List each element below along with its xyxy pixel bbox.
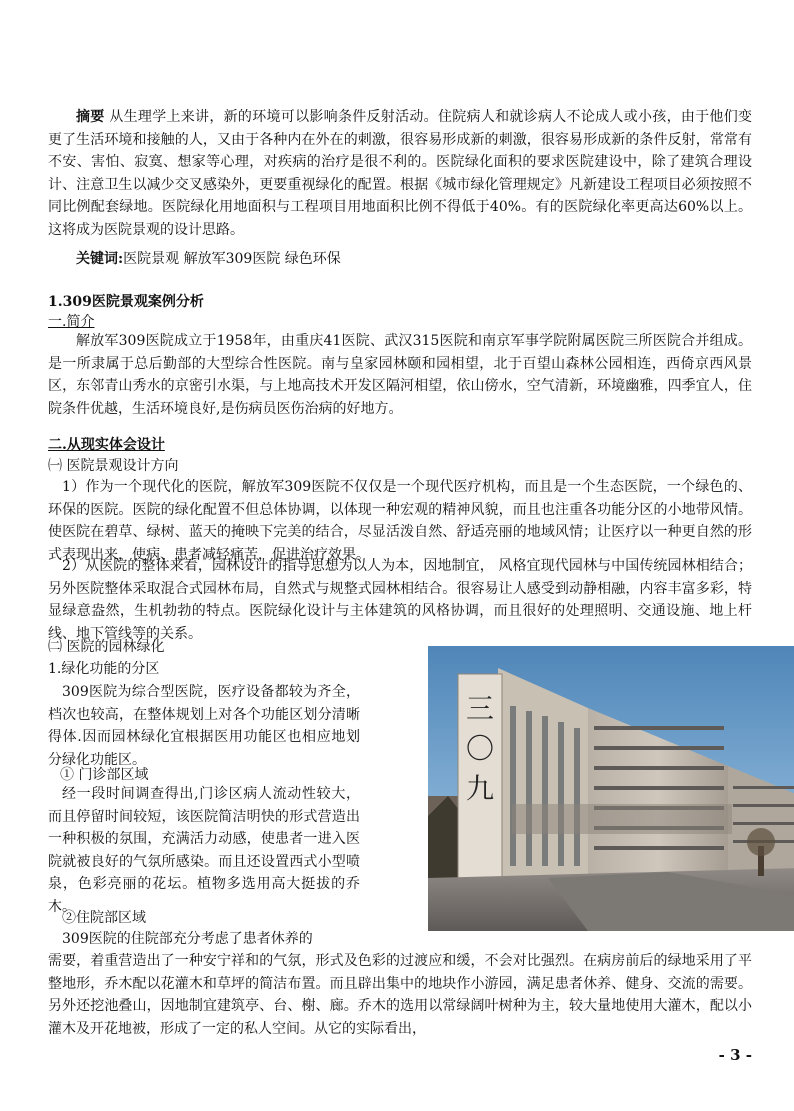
keywords-text: 医院景观 解放军309医院 绿色环保 [123, 251, 341, 267]
section1-title: 1.309医院景观案例分析 [48, 294, 204, 310]
intro-paragraph: 解放军309医院成立于1958年，由重庆41医院、武汉315医院和南京军事学院附属医院三所医院合并组成。是一所隶属于总后勤部的大型综合性医院。南与皇家园林颐和园相望，北于百望山森林公园相连，西倚京西风景区，东邻青山秀水的京密引水渠，与上地高技术开发区隔河相望，依山傍水，空气清新，环境幽雅，四季宜人，住院条件优越，生活环境良好,是伤病员医伤治病的好地方。 [48, 333, 752, 417]
keywords-line [76, 249, 341, 269]
hospital-building-photo [428, 646, 794, 931]
inpatient-paragraph: 需要，着重营造出了一种安宁祥和的气氛，形式及色彩的过渡应和缓，不会对比强烈。在病房前后的绿地采用了平整地形，乔木配以花灌木和草坪的简洁布置。而且辟出集中的地块作小游园，满足患者休养、健身、交流的需要。另外还挖池叠山，因地制宜建筑亭、台、榭、廊。乔木的选用以常绿阔叶树种为主，较大量地使用大灌木，配以小灌木及开花地被，形成了一定的私人空间。从它的实际看出， [48, 953, 752, 1037]
inpatient-paragraph-lead: 309医院的住院部充分考虑了患者休养的 [62, 931, 313, 947]
design-paragraph-2: 2）从医院的整体来看，园林设计的指导思想为以人为本，因地制宜， 风格宜现代园林与中国传统园林相结合；另外医院整体采取混合式园林布局，自然式与规整式园林相结合。很容易让人感受到动静相融，内容丰富多彩，特显绿意盎然，生机勃勃的特点。医院绿化设计与主体建筑的风格协调，而且很好的处理照明、交通设施、地上杆线、地下管线等的关系。 [48, 558, 752, 642]
abstract-text: 从生理学上来讲，新的环境可以影响条件反射活动。住院病人和就诊病人不论成人或小孩，由于他们变更了生活环境和接触的人，又由于各种内在外在的刺激，很容易形成新的刺激，很容易形成新的条件反射，常常有不安、害怕、寂寞、想家等心理，对疾病的治疗是很不利的。医院绿化面积的要求医院建设中，除了建筑合理设计、注意卫生以减少交叉感染外，更要重视绿化的配置。根据《城市绿化管理规定》凡新建设工程项目必须按照不同比例配套绿地。医院绿化用地面积与工程项目用地面积比例不得低于40%。有的医院绿化率更高达60%以上。这将成为医院景观的设计思路。 [48, 109, 753, 238]
sign-char-3: 九 [465, 772, 495, 805]
zoning-paragraph: 309医院为综合型医院，医疗设备都较为齐全，档次也较高，在整体规划上对各个功能区划分清晰得体.因而园林绿化宜根据医用功能区也相应地划分绿化功能区。 [48, 684, 360, 768]
keywords-label: 关键词: [76, 251, 124, 267]
design-paragraph-1: 1）作为一个现代化的医院，解放军309医院不仅仅是一个现代医疗机构，而且是一个生态医院，一个绿色的、环保的医院。医院的绿化配置不但总体协调，以体现一种宏观的精神风貌，而且也注重各功能分区的小地带风情。使医院在碧草、绿树、蓝天的掩映下完美的结合，尽显活泼自然、舒适亮丽的地域风情；让医疗以一种更自然的形式表现出来，使病、患者减轻痛苦，促进治疗效果。 [48, 479, 752, 563]
zoning-heading: 1.绿化功能的分区 [48, 661, 160, 677]
outpatient-paragraph: 经一段时间调查得出,门诊区病人流动性较大，而且停留时间较短，该医院简洁明快的形式营造出一种积极的氛围，充满活力动感，使患者一进入医院就被良好的气氛所感染。而且还设置西式小型喷泉，色彩亮丽的花坛。植物多选用高大挺拔的乔木。 [48, 786, 360, 915]
inpatient-heading: ②住院部区域 [62, 910, 146, 926]
abstract-label: 摘要 [76, 109, 105, 125]
outpatient-heading: ① 门诊部区域 [60, 767, 149, 783]
design-direction-heading: ㈠ 医院景观设计方向 [48, 458, 179, 474]
intro-heading: 一.简介 [48, 314, 95, 330]
landscaping-heading: ㈡ 医院的园林绿化 [48, 639, 165, 655]
abstract-paragraph [48, 106, 752, 242]
sign-char-1: 三 [465, 692, 495, 725]
sign-char-2: 〇 [465, 732, 495, 765]
section2-heading: 二.从现实体会设计 [48, 437, 165, 453]
page-number: - 3 - [718, 1046, 752, 1064]
